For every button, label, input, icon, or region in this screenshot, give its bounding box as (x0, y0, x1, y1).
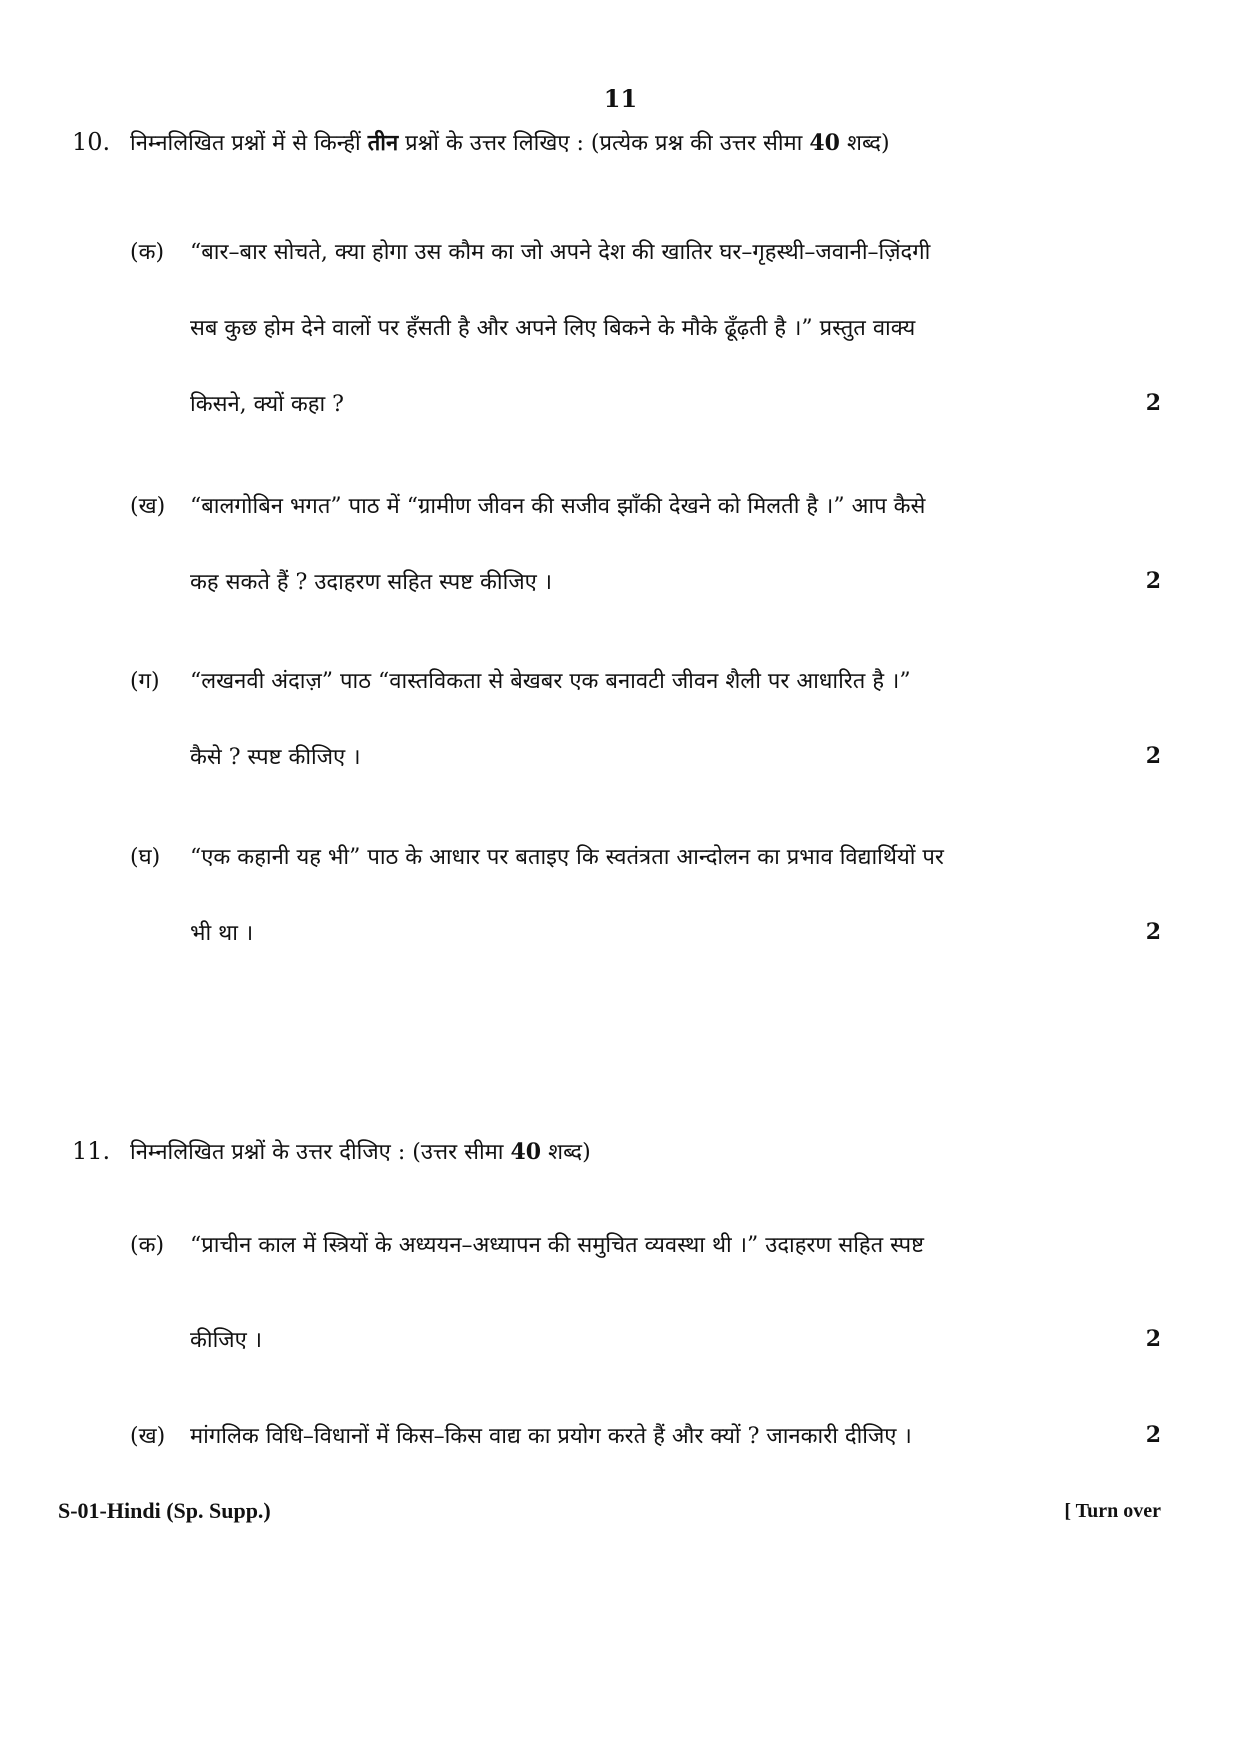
part-line: कीजिए । (190, 1328, 263, 1353)
turn-over: [ Turn over (1064, 1500, 1161, 1522)
page-number: 11 (603, 84, 638, 113)
question-prompt (130, 127, 890, 157)
prompt-mid: प्रश्नों के उत्तर लिखिए : (प्रत्येक प्रश्न की उत्तर सीमा (398, 131, 810, 156)
prompt-post: शब्द) (840, 131, 890, 156)
part-line: कह सकते हैं ? उदाहरण सहित स्पष्ट कीजिए । (190, 570, 553, 595)
question-prompt (130, 1136, 591, 1166)
prompt-pre: निम्नलिखित प्रश्नों के उत्तर दीजिए : (उत्तर सीमा (130, 1140, 511, 1165)
question-number: 11. (72, 1137, 111, 1165)
marks: 2 (1145, 390, 1161, 416)
part-label: (ग) (130, 669, 160, 694)
marks: 2 (1145, 568, 1161, 594)
paper-code: S-01-Hindi (Sp. Supp.) (58, 1498, 271, 1523)
part-line: सब कुछ होम देने वालों पर हँसती है और अपने लिए बिकने के मौके ढूँढ़ती है ।” प्रस्तुत वाक्य (190, 316, 916, 341)
part-line: “लखनवी अंदाज़” पाठ “वास्तविकता से बेखबर एक बनावटी जीवन शैली पर आधारित है ।” (190, 669, 911, 694)
part-line: “बार–बार सोचते, क्या होगा उस कौम का जो अपने देश की खातिर घर–गृहस्थी–जवानी–ज़िंदगी (190, 240, 931, 265)
prompt-post: शब्द) (541, 1140, 591, 1165)
part-label: (ख) (130, 1424, 166, 1449)
part-line: भी था । (190, 921, 254, 946)
word-limit: 40 (510, 1139, 542, 1165)
marks: 2 (1145, 743, 1161, 769)
part-label: (क) (130, 1233, 165, 1258)
marks: 2 (1145, 919, 1161, 945)
part-label: (घ) (130, 845, 161, 870)
marks: 2 (1145, 1326, 1161, 1352)
part-label: (क) (130, 240, 165, 265)
part-line: “प्राचीन काल में स्त्रियों के अध्ययन–अध्यापन की समुचित व्यवस्था थी ।” उदाहरण सहित स्पष्ट (190, 1233, 925, 1258)
part-line: “एक कहानी यह भी” पाठ के आधार पर बताइए कि स्वतंत्रता आन्दोलन का प्रभाव विद्यार्थियों पर (190, 845, 944, 870)
part-line: किसने, क्यों कहा ? (190, 392, 344, 417)
marks: 2 (1145, 1422, 1161, 1448)
part-line: कैसे ? स्पष्ट कीजिए । (190, 745, 361, 770)
question-number: 10. (72, 128, 111, 156)
word-limit: 40 (809, 130, 840, 156)
prompt-pre: निम्नलिखित प्रश्नों में से किन्हीं (130, 131, 368, 156)
prompt-bold: तीन (367, 130, 399, 156)
part-label: (ख) (130, 494, 166, 519)
part-line: “बालगोबिन भगत” पाठ में “ग्रामीण जीवन की सजीव झाँकी देखने को मिलती है ।” आप कैसे (190, 494, 926, 519)
part-line: मांगलिक विधि–विधानों में किस–किस वाद्य का प्रयोग करते हैं और क्यों ? जानकारी दीजिए । (190, 1424, 912, 1449)
